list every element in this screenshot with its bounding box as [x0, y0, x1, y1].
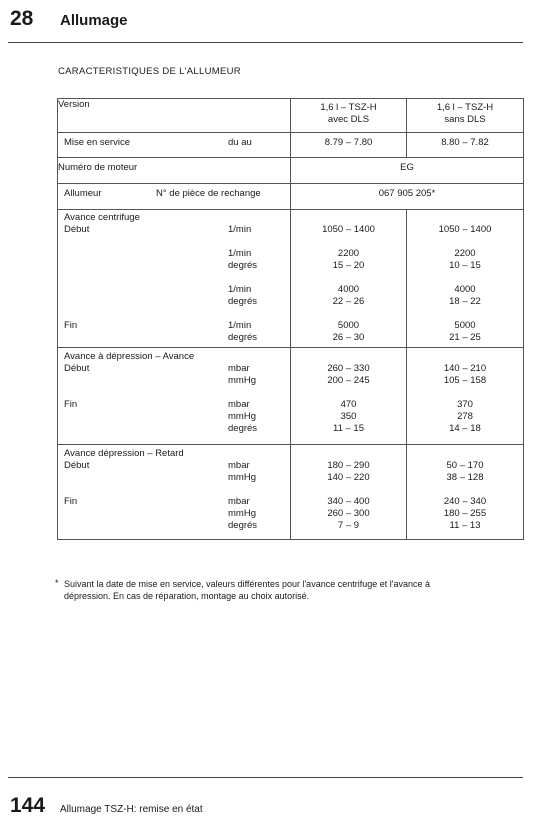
- value: 260 – 330: [327, 363, 370, 374]
- value: 140 – 210: [443, 363, 487, 374]
- version-col1: [291, 99, 407, 133]
- footnote-marker: *: [55, 578, 59, 588]
- depression-avance-col1-val-2: [291, 399, 406, 435]
- mise-label: Mise en service: [64, 137, 130, 148]
- value: 7 – 9: [337, 520, 360, 531]
- centrifuge-unit-4: [228, 320, 257, 344]
- centrifuge-unit-1: [228, 224, 251, 236]
- moteur-label: Numéro de moteur: [58, 158, 291, 184]
- value: 5000: [454, 320, 476, 331]
- depression-avance-label-cell: [58, 348, 291, 445]
- version-col1-line1: 1,6 l – TSZ-H: [320, 102, 377, 113]
- depression-retard-col1: [291, 445, 407, 540]
- depression-avance-unit-1: [228, 363, 256, 387]
- centrifuge-col1-val-2: [291, 248, 406, 272]
- depression-avance-col1-val-1: [291, 363, 406, 387]
- table-row-numero-moteur: [58, 158, 524, 184]
- value: 105 – 158: [443, 375, 487, 386]
- table-row-version: [58, 99, 524, 133]
- value: 200 – 245: [327, 375, 370, 386]
- version-col2: [407, 99, 524, 133]
- value: 370: [457, 399, 473, 410]
- allumeur-sub: N° de pièce de rechange: [156, 188, 261, 199]
- centrifuge-col2: [407, 210, 524, 348]
- unit-label: degrés: [228, 423, 258, 434]
- table-row-avance-centrifuge: [58, 210, 524, 348]
- depression-retard-unit-2: [228, 496, 257, 532]
- value: 38 – 128: [446, 472, 484, 483]
- value: 140 – 220: [327, 472, 370, 483]
- table-row-depression-retard: [58, 445, 524, 540]
- depression-retard-debut: Début: [64, 460, 90, 471]
- value: 50 – 170: [446, 460, 484, 471]
- unit-label: mbar: [228, 460, 250, 471]
- table-row-mise-en-service: [58, 133, 524, 158]
- allumeur-label-cell: [58, 184, 291, 210]
- unit-label: mmHg: [228, 375, 256, 386]
- value: 4000: [337, 284, 360, 295]
- unit-label: degrés: [228, 296, 258, 307]
- centrifuge-col2-val-1: [407, 224, 523, 236]
- mise-col2: 8.80 – 7.82: [407, 133, 524, 158]
- value: 5000: [337, 320, 360, 331]
- depression-avance-col2-val-1: [407, 363, 523, 387]
- value: 240 – 340: [443, 496, 487, 507]
- unit-label: mbar: [228, 496, 250, 507]
- value: 180 – 255: [443, 508, 487, 519]
- header-rule: [8, 42, 523, 43]
- centrifuge-title: Avance centrifuge: [64, 212, 140, 223]
- value: 11 – 13: [449, 520, 481, 531]
- value: 22 – 26: [332, 296, 365, 307]
- centrifuge-col2-val-3: [407, 284, 523, 308]
- depression-avance-debut: Début: [64, 363, 90, 374]
- value: 14 – 18: [449, 423, 481, 434]
- centrifuge-label-cell: [58, 210, 291, 348]
- value: 10 – 15: [449, 260, 481, 271]
- value: 470: [340, 399, 357, 410]
- depression-avance-col1: [291, 348, 407, 445]
- version-col2-line1: 1,6 l – TSZ-H: [436, 102, 494, 113]
- allumeur-label: Allumeur: [64, 188, 102, 199]
- depression-retard-col1-val-2: [291, 496, 406, 532]
- unit-label: 1/min: [228, 320, 252, 331]
- unit-label: degrés: [228, 332, 258, 343]
- table-row-depression-avance: [58, 348, 524, 445]
- value: 18 – 22: [449, 296, 481, 307]
- centrifuge-col1: [291, 210, 407, 348]
- depression-avance-fin: Fin: [64, 399, 78, 410]
- value: 350: [340, 411, 357, 422]
- moteur-value: EG: [291, 158, 524, 184]
- footnote-line-2: dépression. En cas de réparation, montage au choix autorisé.: [64, 591, 310, 601]
- unit-label: mmHg: [228, 472, 256, 483]
- centrifuge-col1-val-1: [291, 224, 406, 236]
- value: 340 – 400: [327, 496, 370, 507]
- depression-retard-unit-1: [228, 460, 256, 484]
- mise-unit: du au: [228, 137, 252, 148]
- depression-retard-fin: Fin: [64, 496, 78, 507]
- footnote: [55, 578, 498, 602]
- version-label: Version: [58, 99, 291, 133]
- centrifuge-col2-val-2: [407, 248, 523, 272]
- chapter-title: Allumage: [60, 12, 128, 29]
- footer-rule: [8, 777, 523, 778]
- table-row-allumeur: [58, 184, 524, 210]
- centrifuge-unit-2: [228, 248, 257, 272]
- value: 2200: [454, 248, 476, 259]
- value: 1050 – 1400: [322, 224, 375, 235]
- centrifuge-fin: Fin: [64, 320, 78, 331]
- depression-avance-unit-2: [228, 399, 257, 435]
- unit-label: 1/min: [228, 248, 252, 259]
- footer-title: Allumage TSZ-H: remise en état: [60, 804, 203, 815]
- footnote-line-1: Suivant la date de mise en service, valeurs différentes pour l'avance centrifuge et l'avance à: [64, 579, 430, 589]
- mise-label-cell: [58, 133, 291, 158]
- value: 180 – 290: [327, 460, 370, 471]
- value: 1050 – 1400: [438, 224, 492, 235]
- allumeur-value: 067 905 205*: [291, 184, 524, 210]
- depression-avance-col2-val-2: [407, 399, 523, 435]
- depression-retard-col2-val-1: [407, 460, 523, 484]
- version-col1-line2: avec DLS: [327, 114, 370, 125]
- value: 278: [457, 411, 473, 422]
- value: 2200: [337, 248, 360, 259]
- centrifuge-debut: Début: [64, 224, 90, 235]
- centrifuge-unit-3: [228, 284, 257, 308]
- unit-label: 1/min: [228, 284, 252, 295]
- depression-retard-col1-val-1: [291, 460, 406, 484]
- depression-avance-col2: [407, 348, 524, 445]
- unit-label: degrés: [228, 260, 258, 271]
- depression-retard-title: Avance dépression – Retard: [64, 448, 184, 459]
- depression-avance-title: Avance à dépression – Avance: [64, 351, 195, 362]
- depression-retard-col2: [407, 445, 524, 540]
- unit-label: mbar: [228, 399, 250, 410]
- unit-label: degrés: [228, 520, 258, 531]
- unit-label: mmHg: [228, 508, 256, 519]
- unit-label: mbar: [228, 363, 250, 374]
- value: 260 – 300: [327, 508, 370, 519]
- value: 26 – 30: [332, 332, 365, 343]
- value: 4000: [454, 284, 476, 295]
- unit-label: 1/min: [228, 224, 252, 235]
- value: 15 – 20: [332, 260, 365, 271]
- centrifuge-col1-val-3: [291, 284, 406, 308]
- unit-label: mmHg: [228, 411, 256, 422]
- centrifuge-col2-val-4: [407, 320, 523, 344]
- section-title: CARACTERISTIQUES DE L'ALLUMEUR: [58, 66, 241, 77]
- page-number: 28: [10, 7, 34, 30]
- centrifuge-col1-val-4: [291, 320, 406, 344]
- depression-retard-col2-val-2: [407, 496, 523, 532]
- depression-retard-label-cell: [58, 445, 291, 540]
- version-col2-line2: sans DLS: [444, 114, 486, 125]
- mise-col1: 8.79 – 7.80: [291, 133, 407, 158]
- value: 11 – 15: [333, 423, 364, 434]
- specifications-table: [57, 98, 524, 540]
- footer-page-number: 144: [10, 794, 46, 817]
- value: 21 – 25: [449, 332, 481, 343]
